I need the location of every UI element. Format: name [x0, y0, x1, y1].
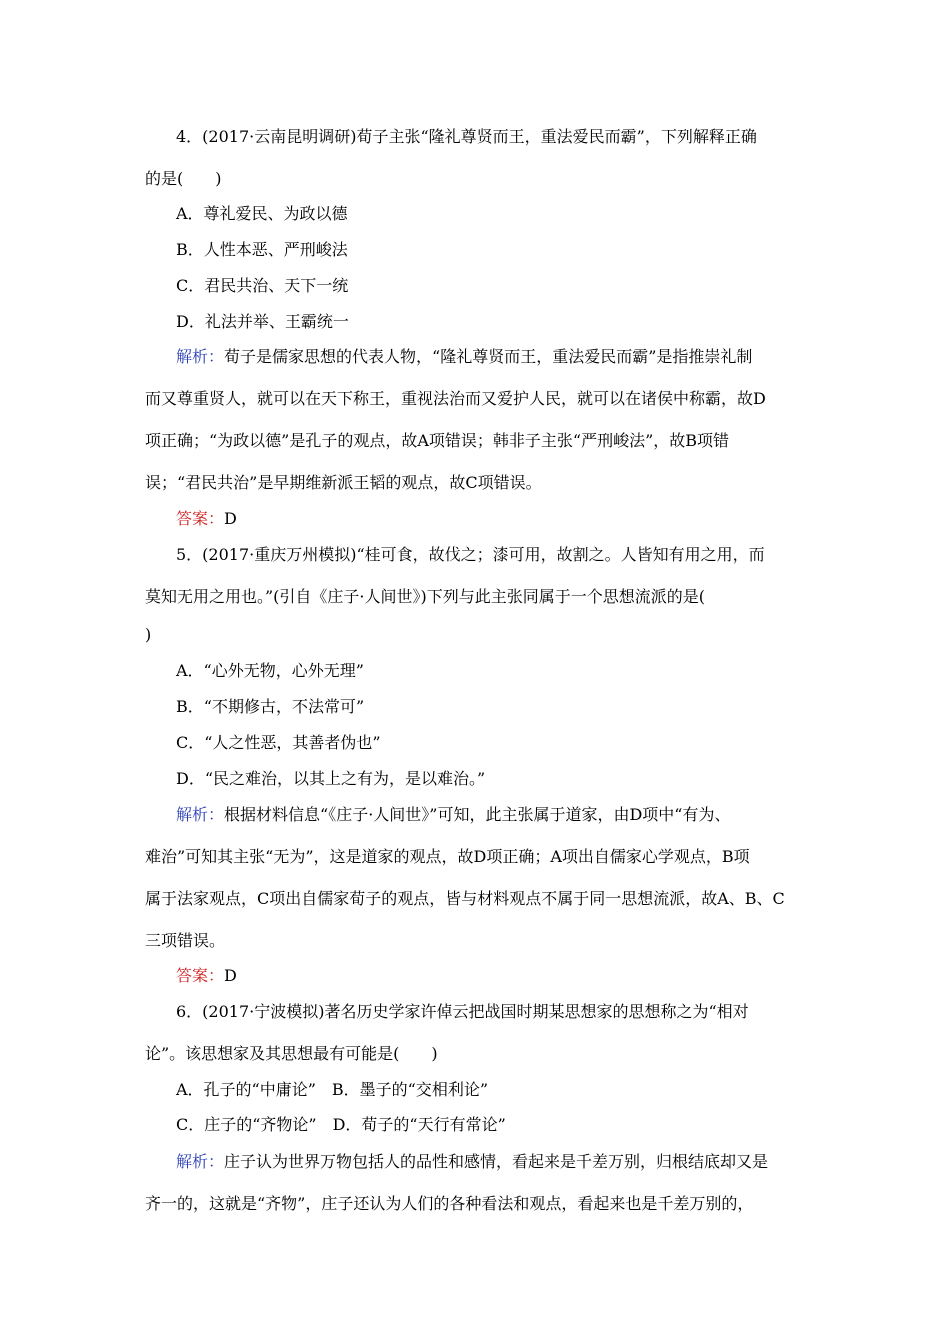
- q6-options-line-1: A．孔子的“中庸论” B．墨子的“交相利论”: [176, 1080, 489, 1099]
- q5-stem-line-3: ): [145, 625, 152, 644]
- q4-option-a: A．尊礼爱民、为政以德: [176, 204, 348, 223]
- q6-analysis-label: 解析：: [176, 1152, 225, 1171]
- q5-answer-value: D: [224, 966, 237, 985]
- q5-analysis-line-2: 难治”可知其主张“无为”，这是道家的观点，故D项正确；A项出自儒家心学观点，B项: [145, 847, 750, 866]
- q6-stem-line-2: 论”。该思想家及其思想最有可能是( ): [145, 1044, 438, 1063]
- q4-option-d: D．礼法并举、王霸统一: [176, 312, 349, 331]
- q5-option-b: B．“不期修古，不法常可”: [176, 697, 365, 716]
- q5-answer-line: [176, 965, 237, 987]
- q4-answer-value: D: [224, 509, 237, 528]
- q5-analysis-line-1: [176, 804, 730, 826]
- q4-option-c: C．君民共治、天下一统: [176, 276, 349, 295]
- q5-answer-label: 答案：: [176, 966, 225, 985]
- q5-option-a: A．“心外无物，心外无理”: [176, 661, 364, 680]
- q4-analysis-text-1: 荀子是儒家思想的代表人物，“隆礼尊贤而王，重法爱民而霸”是指推崇礼制: [224, 347, 753, 366]
- q4-analysis-line-4: 误；“君民共治”是早期维新派王韬的观点，故C项错误。: [145, 473, 542, 492]
- q5-analysis-text-1: 根据材料信息“《庄子·人间世》”可知，此主张属于道家，由D项中“有为、: [224, 805, 731, 824]
- q4-stem-line-1: 4．(2017·云南昆明调研)荀子主张“隆礼尊贤而王，重法爱民而霸”，下列解释正确: [176, 127, 757, 146]
- q6-analysis-line-2: 齐一的，这就是“齐物”，庄子还认为人们的各种看法和观点，看起来也是千差万别的，: [145, 1194, 754, 1213]
- q6-stem-line-1: 6．(2017·宁波模拟)著名历史学家许倬云把战国时期某思想家的思想称之为“相对: [176, 1002, 749, 1021]
- q5-stem-line-2: 莫知无用之用也。”(引自《庄子·人间世》)下列与此主张同属于一个思想流派的是(: [145, 587, 705, 606]
- q5-analysis-label: 解析：: [176, 805, 225, 824]
- q4-stem-line-2: 的是( ): [145, 169, 222, 188]
- q6-options-line-2: C．庄子的“齐物论” D．荀子的“天行有常论”: [176, 1115, 506, 1134]
- q4-analysis-line-2: 而又尊重贤人，就可以在天下称王，重视法治而又爱护人民，就可以在诸侯中称霸，故D: [145, 389, 766, 408]
- q4-analysis-line-1: [176, 346, 752, 368]
- q6-analysis-line-1: [176, 1151, 768, 1173]
- q6-analysis-text-1: 庄子认为世界万物包括人的品性和感情，看起来是千差万别，归根结底却又是: [224, 1152, 769, 1171]
- q5-analysis-line-4: 三项错误。: [145, 931, 226, 950]
- q4-option-b: B．人性本恶、严刑峻法: [176, 240, 348, 259]
- q4-answer-line: [176, 508, 237, 530]
- q5-option-d: D．“民之难治，以其上之有为，是以难治。”: [176, 769, 486, 788]
- q5-option-c: C．“人之性恶，其善者伪也”: [176, 733, 381, 752]
- q5-stem-line-1: 5．(2017·重庆万州模拟)“桂可食，故伐之；漆可用，故割之。人皆知有用之用，而: [176, 545, 765, 564]
- q5-analysis-line-3: 属于法家观点，C项出自儒家荀子的观点，皆与材料观点不属于同一思想流派，故A、B、C: [145, 889, 785, 908]
- q4-analysis-line-3: 项正确；“为政以德”是孔子的观点，故A项错误；韩非子主张“严刑峻法”，故B项错: [145, 431, 730, 450]
- q4-analysis-label: 解析：: [176, 347, 225, 366]
- q4-answer-label: 答案：: [176, 509, 225, 528]
